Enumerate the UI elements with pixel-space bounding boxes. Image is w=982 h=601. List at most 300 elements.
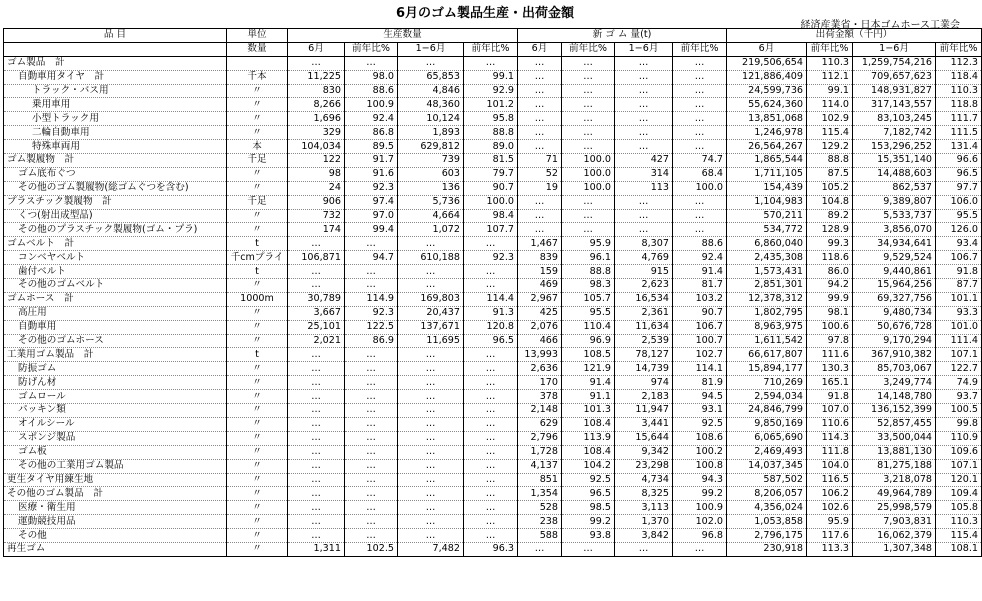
row-value-cell: 102.7 xyxy=(673,348,727,362)
row-value-cell: … xyxy=(345,529,398,543)
row-value-cell: 2,469,493 xyxy=(727,445,807,459)
row-value-cell: … xyxy=(518,84,562,98)
row-value-cell: … xyxy=(518,56,562,70)
row-value-cell: 1,104,983 xyxy=(727,195,807,209)
row-value-cell: … xyxy=(345,348,398,362)
row-value-cell: 1,311 xyxy=(288,542,345,556)
row-value-cell: … xyxy=(345,237,398,251)
statistics-table xyxy=(3,28,982,557)
row-value-cell: 91.6 xyxy=(345,167,398,181)
row-value-cell: 238 xyxy=(518,515,562,529)
row-value-cell: 2,183 xyxy=(615,390,673,404)
row-value-cell: 128.9 xyxy=(807,223,853,237)
row-value-cell: 102.0 xyxy=(673,515,727,529)
row-value-cell: 974 xyxy=(615,376,673,390)
row-unit: 〃 xyxy=(227,167,288,181)
row-value-cell: … xyxy=(288,376,345,390)
table-row xyxy=(4,501,982,515)
row-value-cell: 1,354 xyxy=(518,487,562,501)
row-unit: 〃 xyxy=(227,334,288,348)
row-value-cell: 48,360 xyxy=(398,98,464,112)
row-value-cell: 106.7 xyxy=(673,320,727,334)
row-value-cell: 98.1 xyxy=(807,306,853,320)
row-value-cell: 101.3 xyxy=(562,404,615,418)
row-value-cell: 100.2 xyxy=(673,445,727,459)
row-value-cell: … xyxy=(518,140,562,154)
row-value-cell: … xyxy=(464,501,518,515)
row-value-cell: 94.2 xyxy=(807,279,853,293)
header-item: 品 目 xyxy=(4,29,227,43)
row-value-cell: 7,482 xyxy=(398,542,464,556)
row-value-cell: 159 xyxy=(518,265,562,279)
row-value-cell: … xyxy=(518,126,562,140)
row-item-name: ゴムベルト 計 xyxy=(4,237,227,251)
row-value-cell: … xyxy=(345,265,398,279)
row-value-cell: … xyxy=(464,390,518,404)
row-value-cell: 9,480,734 xyxy=(853,306,936,320)
row-value-cell: 1,865,544 xyxy=(727,154,807,168)
row-value-cell: … xyxy=(345,515,398,529)
row-value-cell: 110.4 xyxy=(562,320,615,334)
row-value-cell: … xyxy=(464,445,518,459)
row-unit: 〃 xyxy=(227,404,288,418)
row-value-cell: 107.1 xyxy=(936,459,982,473)
header-shipment: 出荷金額（千円） xyxy=(727,29,982,43)
table-row xyxy=(4,223,982,237)
row-value-cell: 50,676,728 xyxy=(853,320,936,334)
row-value-cell: 104.2 xyxy=(562,459,615,473)
row-value-cell: 11,634 xyxy=(615,320,673,334)
row-value-cell: 2,796 xyxy=(518,431,562,445)
row-value-cell: 91.4 xyxy=(562,376,615,390)
row-value-cell: 113.3 xyxy=(807,542,853,556)
row-value-cell: … xyxy=(288,404,345,418)
row-value-cell: 469 xyxy=(518,279,562,293)
row-value-cell: 96.5 xyxy=(936,167,982,181)
row-value-cell: 111.8 xyxy=(807,445,853,459)
row-value-cell: 732 xyxy=(288,209,345,223)
row-item-name: ゴム底布ぐつ xyxy=(4,167,227,181)
row-value-cell: 25,101 xyxy=(288,320,345,334)
row-value-cell: … xyxy=(615,98,673,112)
row-value-cell: 2,851,301 xyxy=(727,279,807,293)
row-value-cell: 906 xyxy=(288,195,345,209)
row-value-cell: 534,772 xyxy=(727,223,807,237)
source-credit: 経済産業省・日本ゴムホース工業会 xyxy=(800,20,960,31)
row-value-cell: … xyxy=(615,209,673,223)
row-unit xyxy=(227,56,288,70)
table-row xyxy=(4,320,982,334)
row-value-cell: 92.3 xyxy=(345,306,398,320)
row-value-cell: 96.9 xyxy=(562,334,615,348)
row-value-cell: 100.5 xyxy=(936,404,982,418)
row-value-cell: 4,769 xyxy=(615,251,673,265)
row-value-cell: 87.7 xyxy=(936,279,982,293)
row-item-name: 自動車用タイヤ 計 xyxy=(4,70,227,84)
row-value-cell: 115.4 xyxy=(936,529,982,543)
row-value-cell: 11,225 xyxy=(288,70,345,84)
row-value-cell: 65,853 xyxy=(398,70,464,84)
row-item-name: オイルシール xyxy=(4,417,227,431)
row-value-cell: 1,573,431 xyxy=(727,265,807,279)
row-value-cell: 2,967 xyxy=(518,292,562,306)
row-value-cell: 87.5 xyxy=(807,167,853,181)
row-value-cell: 90.7 xyxy=(464,181,518,195)
row-value-cell: 126.0 xyxy=(936,223,982,237)
row-value-cell: … xyxy=(562,209,615,223)
row-value-cell: 98.4 xyxy=(464,209,518,223)
row-value-cell: 2,594,034 xyxy=(727,390,807,404)
row-value-cell: 1,467 xyxy=(518,237,562,251)
table-row xyxy=(4,209,982,223)
row-unit: 〃 xyxy=(227,209,288,223)
row-unit: 〃 xyxy=(227,279,288,293)
row-value-cell: … xyxy=(518,70,562,84)
row-value-cell: … xyxy=(345,56,398,70)
row-value-cell: 114.1 xyxy=(673,362,727,376)
row-value-cell: 99.2 xyxy=(562,515,615,529)
row-value-cell: 122.7 xyxy=(936,362,982,376)
row-unit: t xyxy=(227,237,288,251)
row-value-cell: 103.2 xyxy=(673,292,727,306)
row-value-cell: 3,667 xyxy=(288,306,345,320)
row-value-cell: 99.1 xyxy=(464,70,518,84)
row-value-cell: 97.7 xyxy=(936,181,982,195)
row-value-cell: 219,506,654 xyxy=(727,56,807,70)
row-item-name: パッキン類 xyxy=(4,404,227,418)
row-value-cell: 107.0 xyxy=(807,404,853,418)
row-value-cell: 588 xyxy=(518,529,562,543)
row-value-cell: 99.2 xyxy=(673,487,727,501)
row-value-cell: 830 xyxy=(288,84,345,98)
table-row xyxy=(4,70,982,84)
row-value-cell: 92.3 xyxy=(464,251,518,265)
row-value-cell: 111.6 xyxy=(807,348,853,362)
row-value-cell: 114.4 xyxy=(464,292,518,306)
table-row xyxy=(4,98,982,112)
header-col: 前年比% xyxy=(464,42,518,56)
row-value-cell: 100.0 xyxy=(562,181,615,195)
row-value-cell: 120.1 xyxy=(936,473,982,487)
row-item-name: 工業用ゴム製品 計 xyxy=(4,348,227,362)
row-value-cell: 106.2 xyxy=(807,487,853,501)
table-row xyxy=(4,167,982,181)
row-value-cell: 33,500,044 xyxy=(853,431,936,445)
row-value-cell: 148,931,827 xyxy=(853,84,936,98)
row-value-cell: 107.1 xyxy=(936,348,982,362)
row-value-cell: 121.9 xyxy=(562,362,615,376)
table-row xyxy=(4,154,982,168)
row-value-cell: 709,657,623 xyxy=(853,70,936,84)
row-value-cell: 2,623 xyxy=(615,279,673,293)
row-value-cell: 15,644 xyxy=(615,431,673,445)
row-value-cell: 100.0 xyxy=(673,181,727,195)
header-col: 前年比% xyxy=(673,42,727,56)
row-value-cell: 1,696 xyxy=(288,112,345,126)
row-value-cell: 1,611,542 xyxy=(727,334,807,348)
row-value-cell: 95.8 xyxy=(464,112,518,126)
row-value-cell: 107.7 xyxy=(464,223,518,237)
row-item-name: ゴム製履物 計 xyxy=(4,154,227,168)
row-item-name: その他のゴムホース xyxy=(4,334,227,348)
row-unit: 〃 xyxy=(227,542,288,556)
row-value-cell: 109.6 xyxy=(936,445,982,459)
row-value-cell: 69,327,756 xyxy=(853,292,936,306)
row-item-name: 運動競技用品 xyxy=(4,515,227,529)
table-row xyxy=(4,362,982,376)
row-value-cell: … xyxy=(673,98,727,112)
row-value-cell: … xyxy=(518,223,562,237)
row-value-cell: … xyxy=(398,529,464,543)
row-value-cell: … xyxy=(288,279,345,293)
table-row xyxy=(4,334,982,348)
row-value-cell: 88.8 xyxy=(807,154,853,168)
row-value-cell: 81.9 xyxy=(673,376,727,390)
row-value-cell: 24,599,736 xyxy=(727,84,807,98)
row-unit: 〃 xyxy=(227,431,288,445)
row-unit: 〃 xyxy=(227,126,288,140)
row-value-cell: … xyxy=(673,209,727,223)
row-value-cell: 8,266 xyxy=(288,98,345,112)
row-value-cell: 1,370 xyxy=(615,515,673,529)
table-row xyxy=(4,542,982,556)
header-row-groups xyxy=(4,29,982,43)
row-value-cell: 862,537 xyxy=(853,181,936,195)
row-value-cell: 121,886,409 xyxy=(727,70,807,84)
row-value-cell: 92.4 xyxy=(345,112,398,126)
row-value-cell: … xyxy=(518,195,562,209)
row-value-cell: 7,903,831 xyxy=(853,515,936,529)
table-row xyxy=(4,56,982,70)
row-value-cell: 97.8 xyxy=(807,334,853,348)
row-value-cell: … xyxy=(673,223,727,237)
row-unit: 〃 xyxy=(227,376,288,390)
row-item-name: 小型トラック用 xyxy=(4,112,227,126)
row-value-cell: 93.8 xyxy=(562,529,615,543)
row-value-cell: 104.0 xyxy=(807,459,853,473)
row-value-cell: 96.5 xyxy=(562,487,615,501)
row-item-name: その他 xyxy=(4,529,227,543)
row-value-cell: 108.5 xyxy=(562,348,615,362)
row-value-cell: 3,113 xyxy=(615,501,673,515)
table-row xyxy=(4,279,982,293)
row-item-name: くつ(射出成型品) xyxy=(4,209,227,223)
header-item-blank xyxy=(4,42,227,56)
row-value-cell: 86.9 xyxy=(345,334,398,348)
row-value-cell: 8,963,975 xyxy=(727,320,807,334)
row-value-cell: 108.6 xyxy=(673,431,727,445)
row-value-cell: … xyxy=(464,237,518,251)
row-value-cell: … xyxy=(398,348,464,362)
row-value-cell: 30,789 xyxy=(288,292,345,306)
table-row xyxy=(4,404,982,418)
row-value-cell: 10,124 xyxy=(398,112,464,126)
table-row xyxy=(4,390,982,404)
row-value-cell: 2,796,175 xyxy=(727,529,807,543)
row-unit: 千cmプライ xyxy=(227,251,288,265)
table-row xyxy=(4,195,982,209)
row-value-cell: 99.8 xyxy=(936,417,982,431)
row-value-cell: 95.9 xyxy=(562,237,615,251)
row-value-cell: 100.0 xyxy=(562,167,615,181)
row-value-cell: … xyxy=(673,126,727,140)
table-row xyxy=(4,473,982,487)
table-row xyxy=(4,140,982,154)
row-value-cell: 1,246,978 xyxy=(727,126,807,140)
row-value-cell: 93.4 xyxy=(936,237,982,251)
table-row xyxy=(4,251,982,265)
row-value-cell: 153,296,252 xyxy=(853,140,936,154)
row-item-name: ゴムロール xyxy=(4,390,227,404)
row-value-cell: … xyxy=(673,70,727,84)
row-value-cell: … xyxy=(345,362,398,376)
row-value-cell: 3,842 xyxy=(615,529,673,543)
table-row xyxy=(4,112,982,126)
row-value-cell: 92.3 xyxy=(345,181,398,195)
row-value-cell: … xyxy=(562,126,615,140)
row-unit: 〃 xyxy=(227,417,288,431)
row-value-cell: 92.5 xyxy=(562,473,615,487)
header-unit-quantity: 数量 xyxy=(227,42,288,56)
row-value-cell: … xyxy=(398,473,464,487)
row-value-cell: … xyxy=(615,70,673,84)
row-value-cell: 710,269 xyxy=(727,376,807,390)
row-value-cell: 14,148,780 xyxy=(853,390,936,404)
row-item-name: ゴムホース 計 xyxy=(4,292,227,306)
row-value-cell: … xyxy=(464,459,518,473)
row-item-name: 二輪自動車用 xyxy=(4,126,227,140)
row-item-name: その他のプラスチック製履物(ゴム・プラ) xyxy=(4,223,227,237)
row-value-cell: 170 xyxy=(518,376,562,390)
row-value-cell: 5,533,737 xyxy=(853,209,936,223)
row-value-cell: … xyxy=(562,223,615,237)
row-item-name: 防げん材 xyxy=(4,376,227,390)
row-value-cell: 4,137 xyxy=(518,459,562,473)
row-value-cell: 378 xyxy=(518,390,562,404)
row-value-cell: … xyxy=(398,56,464,70)
row-value-cell: 92.9 xyxy=(464,84,518,98)
row-value-cell: … xyxy=(464,487,518,501)
row-value-cell: 739 xyxy=(398,154,464,168)
row-value-cell: … xyxy=(673,112,727,126)
row-value-cell: … xyxy=(288,473,345,487)
row-unit: 〃 xyxy=(227,320,288,334)
row-value-cell: … xyxy=(288,417,345,431)
row-value-cell: … xyxy=(615,126,673,140)
row-value-cell: … xyxy=(562,84,615,98)
row-value-cell: 154,439 xyxy=(727,181,807,195)
row-unit: 〃 xyxy=(227,306,288,320)
row-value-cell: 88.6 xyxy=(345,84,398,98)
row-value-cell: 94.3 xyxy=(673,473,727,487)
row-value-cell: 1,053,858 xyxy=(727,515,807,529)
row-value-cell: … xyxy=(288,445,345,459)
row-value-cell: 6,860,040 xyxy=(727,237,807,251)
row-value-cell: … xyxy=(562,70,615,84)
row-value-cell: 92.4 xyxy=(673,251,727,265)
row-value-cell: 111.7 xyxy=(936,112,982,126)
row-value-cell: 117.6 xyxy=(807,529,853,543)
row-value-cell: … xyxy=(464,473,518,487)
table-row xyxy=(4,431,982,445)
row-value-cell: 81.7 xyxy=(673,279,727,293)
row-value-cell: 91.3 xyxy=(464,306,518,320)
row-value-cell: 93.3 xyxy=(936,306,982,320)
row-value-cell: 3,856,070 xyxy=(853,223,936,237)
row-value-cell: 102.5 xyxy=(345,542,398,556)
row-value-cell: 587,502 xyxy=(727,473,807,487)
row-value-cell: 104.8 xyxy=(807,195,853,209)
row-value-cell: 2,435,308 xyxy=(727,251,807,265)
row-value-cell: 113 xyxy=(615,181,673,195)
row-value-cell: 100.9 xyxy=(345,98,398,112)
row-value-cell: 114.0 xyxy=(807,98,853,112)
row-value-cell: 15,351,140 xyxy=(853,154,936,168)
row-unit: 千足 xyxy=(227,154,288,168)
row-value-cell: 105.8 xyxy=(936,501,982,515)
row-value-cell: … xyxy=(345,417,398,431)
row-value-cell: … xyxy=(518,209,562,223)
row-value-cell: … xyxy=(345,459,398,473)
row-value-cell: 9,440,861 xyxy=(853,265,936,279)
row-value-cell: … xyxy=(398,376,464,390)
row-value-cell: 79.7 xyxy=(464,167,518,181)
row-value-cell: 603 xyxy=(398,167,464,181)
row-item-name: その他の工業用ゴム製品 xyxy=(4,459,227,473)
row-value-cell: … xyxy=(464,56,518,70)
row-value-cell: 110.3 xyxy=(936,84,982,98)
row-value-cell: 98.0 xyxy=(345,70,398,84)
row-item-name: プラスチック製履物 計 xyxy=(4,195,227,209)
row-value-cell: 52,857,455 xyxy=(853,417,936,431)
row-value-cell: … xyxy=(615,140,673,154)
row-value-cell: 99.4 xyxy=(345,223,398,237)
row-value-cell: 91.4 xyxy=(673,265,727,279)
row-value-cell: … xyxy=(464,431,518,445)
row-value-cell: 115.4 xyxy=(807,126,853,140)
row-value-cell: 88.6 xyxy=(673,237,727,251)
row-value-cell: 111.4 xyxy=(936,334,982,348)
row-value-cell: 9,342 xyxy=(615,445,673,459)
row-value-cell: 20,437 xyxy=(398,306,464,320)
row-value-cell: … xyxy=(288,515,345,529)
row-value-cell: … xyxy=(673,56,727,70)
row-value-cell: 425 xyxy=(518,306,562,320)
row-value-cell: 528 xyxy=(518,501,562,515)
row-value-cell: 13,881,130 xyxy=(853,445,936,459)
row-value-cell: … xyxy=(518,98,562,112)
row-value-cell: 23,298 xyxy=(615,459,673,473)
row-value-cell: … xyxy=(288,265,345,279)
row-value-cell: 120.8 xyxy=(464,320,518,334)
row-value-cell: 14,739 xyxy=(615,362,673,376)
row-value-cell: 9,850,169 xyxy=(727,417,807,431)
row-value-cell: 113.9 xyxy=(562,431,615,445)
row-value-cell: 89.2 xyxy=(807,209,853,223)
row-unit: 〃 xyxy=(227,501,288,515)
row-value-cell: … xyxy=(398,431,464,445)
row-value-cell: 13,993 xyxy=(518,348,562,362)
row-value-cell: 14,037,345 xyxy=(727,459,807,473)
row-value-cell: 100.0 xyxy=(562,154,615,168)
row-value-cell: 4,356,024 xyxy=(727,501,807,515)
row-value-cell: 169,803 xyxy=(398,292,464,306)
row-unit: 〃 xyxy=(227,98,288,112)
row-unit: 〃 xyxy=(227,459,288,473)
row-value-cell: … xyxy=(345,473,398,487)
row-value-cell: 99.1 xyxy=(807,84,853,98)
row-value-cell: … xyxy=(464,362,518,376)
